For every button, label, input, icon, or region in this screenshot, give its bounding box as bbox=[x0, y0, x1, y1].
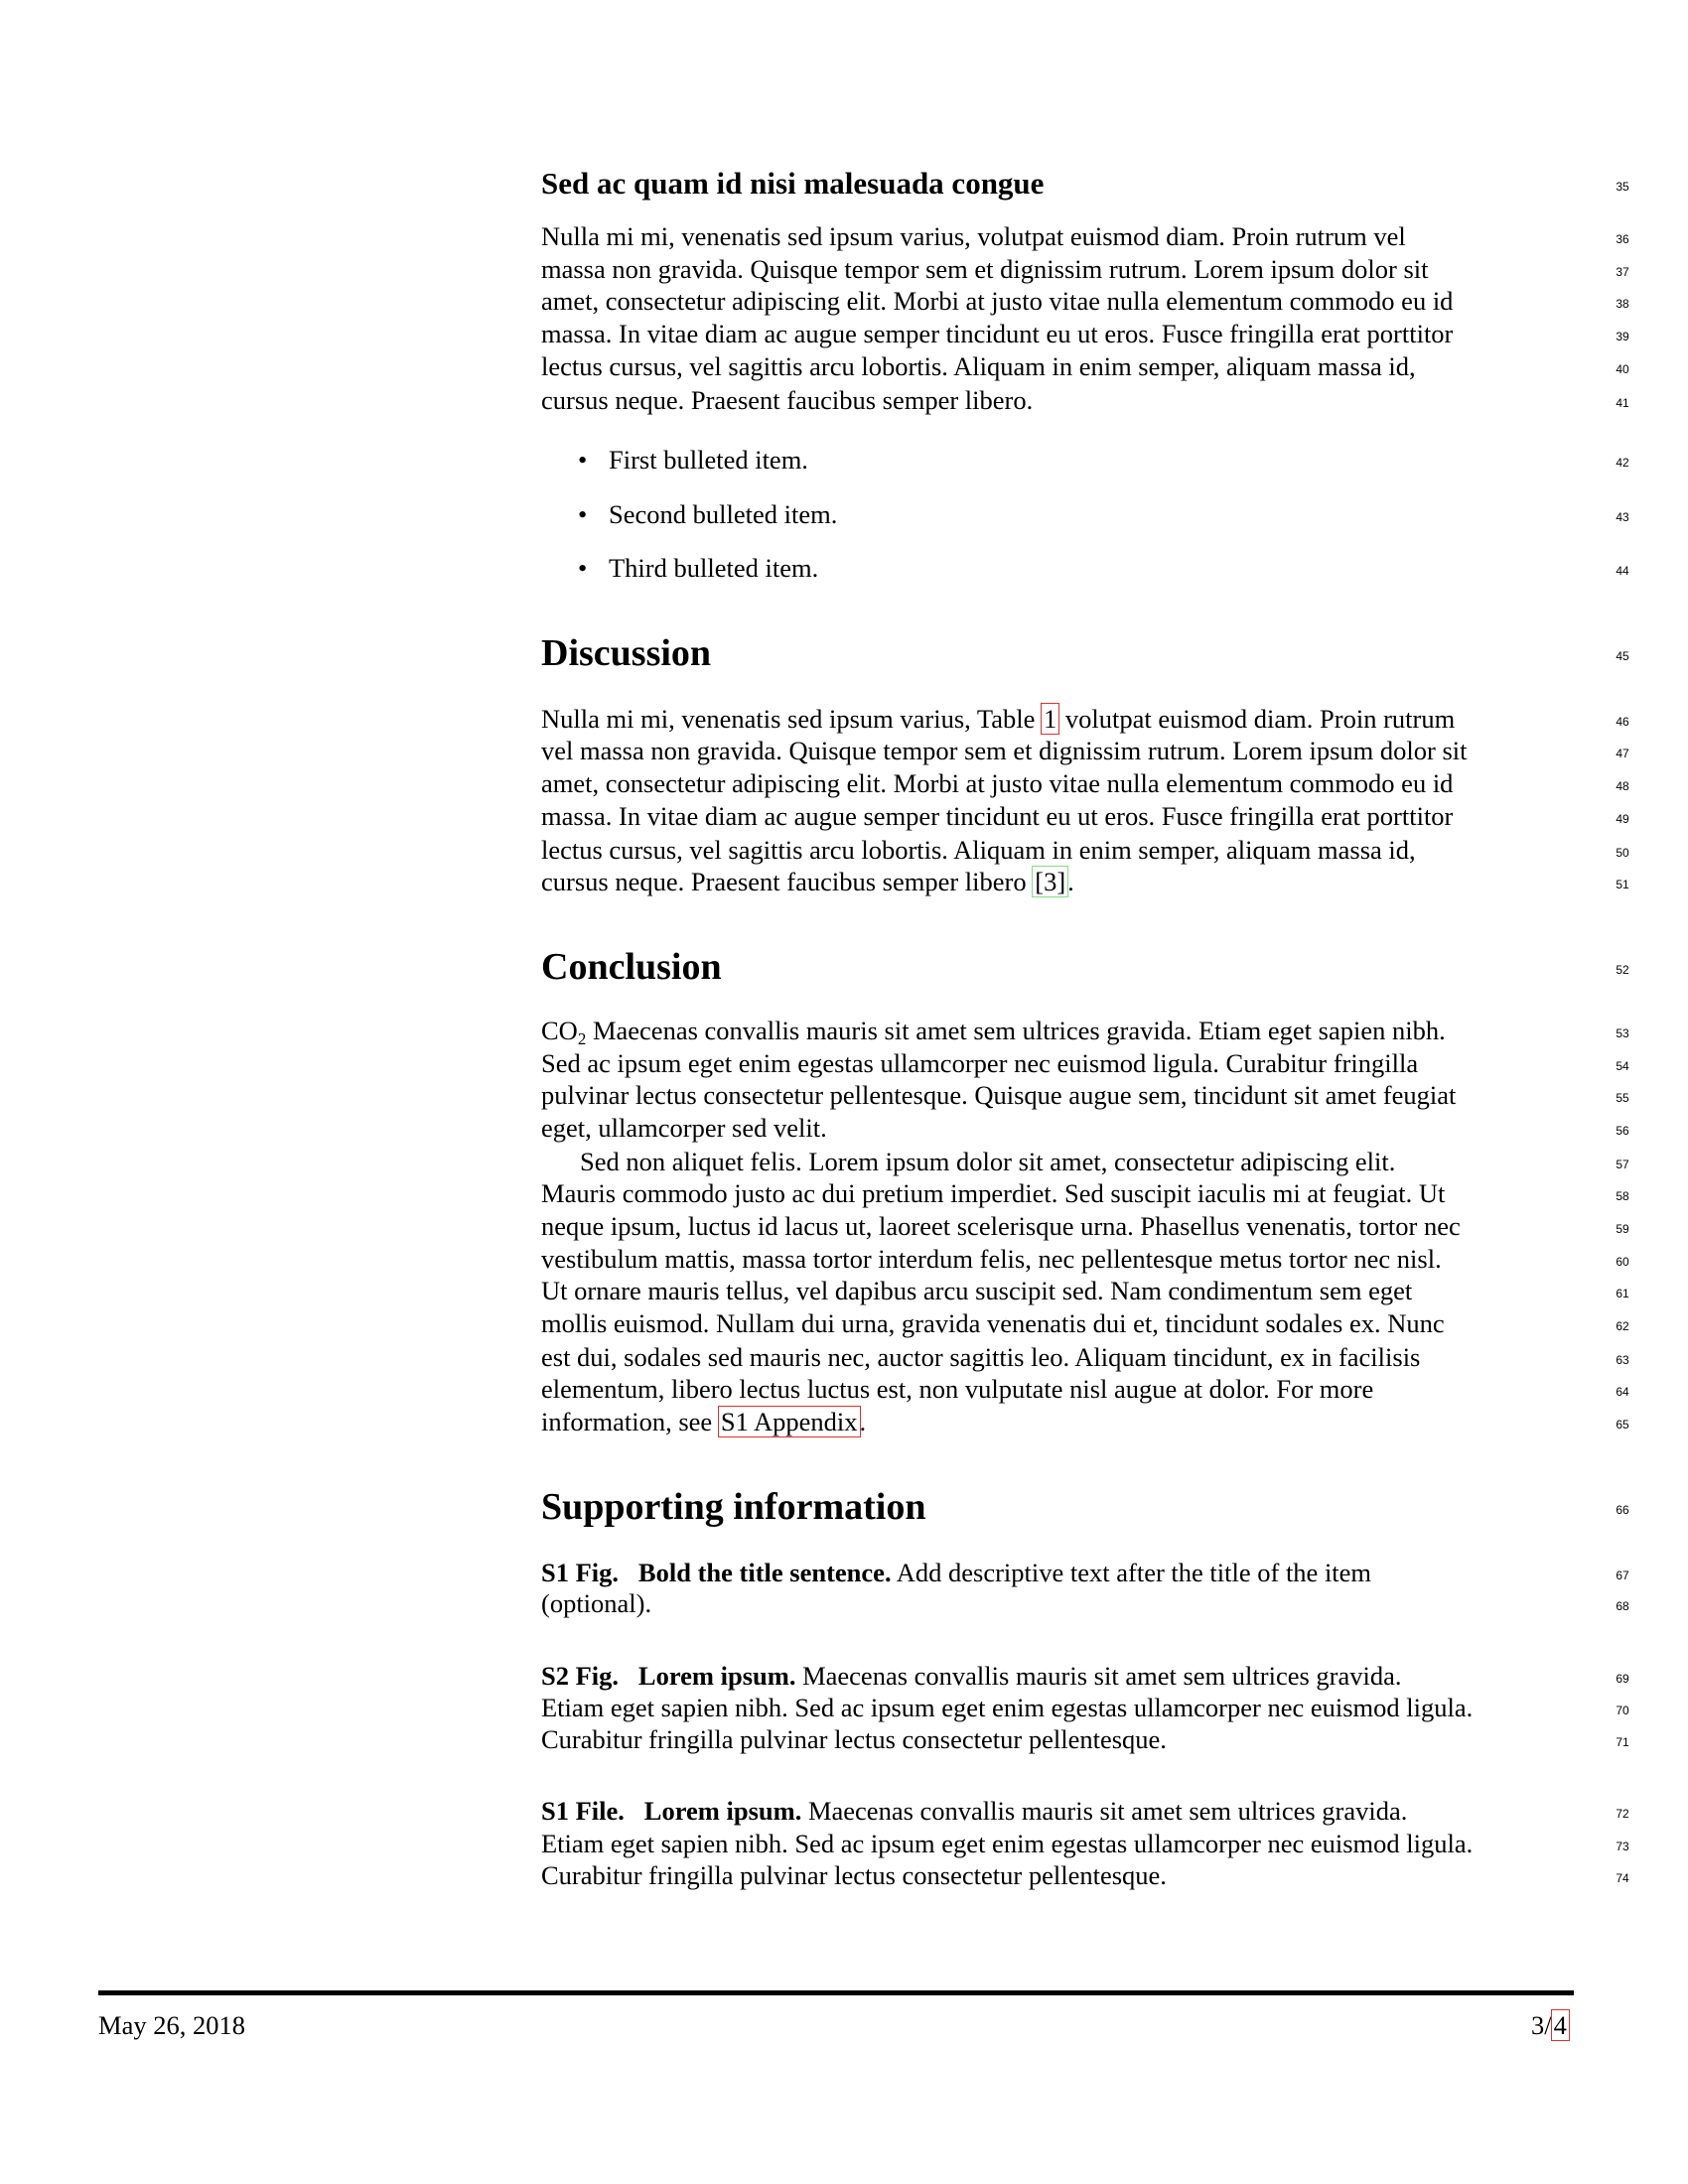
line-number: 71 bbox=[1616, 1735, 1629, 1749]
line-number: 59 bbox=[1616, 1222, 1629, 1236]
text-line bbox=[541, 834, 1416, 867]
line-number: 38 bbox=[1616, 297, 1629, 311]
text-span: information, see bbox=[541, 1406, 719, 1436]
bullet-item bbox=[580, 444, 808, 477]
section-heading bbox=[541, 944, 722, 990]
text-line bbox=[541, 1079, 1456, 1112]
line-number: 55 bbox=[1616, 1091, 1629, 1105]
text-line bbox=[541, 1015, 1446, 1047]
text-span bbox=[619, 1661, 638, 1691]
line-number: 66 bbox=[1616, 1503, 1629, 1517]
text-span: est dui, sodales sed mauris nec, auctor sagittis leo. Aliquam tincidunt, ex in facilisis bbox=[541, 1341, 1421, 1372]
text-line bbox=[541, 1112, 827, 1145]
text-span: Curabitur fringilla pulvinar lectus consectetur pellentesque. bbox=[541, 1723, 1167, 1754]
bold-text: Lorem ipsum. bbox=[643, 1795, 802, 1826]
bold-text: S2 Fig. bbox=[541, 1660, 620, 1691]
text-line bbox=[541, 220, 1406, 253]
text-line bbox=[541, 1859, 1167, 1892]
reference-link[interactable]: 1 bbox=[1044, 703, 1057, 734]
text-span: Sed ac quam id nisi malesuada congue bbox=[541, 166, 1045, 201]
line-number: 60 bbox=[1616, 1255, 1629, 1269]
text-line bbox=[541, 1275, 1412, 1307]
text-line bbox=[541, 350, 1416, 383]
bullet-icon: • bbox=[578, 444, 588, 475]
text-line bbox=[541, 1828, 1473, 1860]
bullet-item bbox=[580, 552, 818, 585]
text-line bbox=[541, 1177, 1445, 1210]
line-number: 68 bbox=[1616, 1599, 1629, 1613]
text-span: Discussion bbox=[541, 632, 712, 674]
text-span bbox=[619, 1558, 638, 1587]
line-number: 73 bbox=[1616, 1840, 1629, 1853]
text-span: (optional). bbox=[541, 1587, 652, 1618]
section-heading bbox=[541, 164, 1044, 204]
section-heading bbox=[541, 1484, 925, 1530]
line-number: 67 bbox=[1616, 1569, 1629, 1582]
text-line bbox=[541, 1210, 1461, 1243]
bullet-text bbox=[609, 499, 837, 529]
line-number: 72 bbox=[1616, 1807, 1629, 1821]
text-span: Nulla mi mi, venenatis sed ipsum varius, Table bbox=[541, 703, 1043, 734]
text-span: amet, consectetur adipiscing elit. Morbi at justo vitae nulla elementum commodo eu id bbox=[541, 767, 1454, 798]
text-span: amet, consectetur adipiscing elit. Morbi at justo vitae nulla elementum commodo eu id bbox=[541, 285, 1454, 316]
line-number: 46 bbox=[1616, 715, 1629, 729]
bullet-text bbox=[609, 445, 808, 475]
text-line bbox=[541, 318, 1453, 350]
text-span: . bbox=[859, 1406, 867, 1436]
line-number: 56 bbox=[1616, 1124, 1629, 1138]
line-number: 61 bbox=[1616, 1287, 1629, 1300]
line-number: 48 bbox=[1616, 779, 1629, 793]
footer-page-number bbox=[1531, 2010, 1569, 2041]
line-number: 37 bbox=[1616, 265, 1629, 279]
text-span: Conclusion bbox=[541, 946, 722, 988]
line-number: 53 bbox=[1616, 1026, 1629, 1040]
text-line bbox=[541, 1723, 1167, 1756]
text-span: massa. In vitae diam ac augue semper tincidunt eu ut eros. Fusce fringilla erat porttitor bbox=[541, 318, 1454, 348]
text-line bbox=[541, 735, 1468, 767]
line-number: 62 bbox=[1616, 1319, 1629, 1333]
bold-text: S1 Fig. bbox=[541, 1557, 620, 1587]
text-span: neque ipsum, luctus id lacus ut, laoreet scelerisque urna. Phasellus venenatis, tortor nec bbox=[541, 1210, 1461, 1241]
line-number: 65 bbox=[1616, 1418, 1629, 1432]
text-span: Ut ornare mauris tellus, vel dapibus arcu suscipit sed. Nam condimentum sem eget bbox=[541, 1275, 1413, 1305]
current-page: 3 bbox=[1531, 2010, 1545, 2040]
text-line bbox=[541, 1047, 1418, 1080]
text-line bbox=[541, 1307, 1445, 1340]
text-span: Supporting information bbox=[541, 1486, 926, 1528]
text-line bbox=[541, 1795, 1407, 1828]
line-number: 45 bbox=[1616, 649, 1629, 663]
line-number: 35 bbox=[1616, 180, 1629, 194]
subscript: 2 bbox=[577, 1028, 587, 1048]
text-line bbox=[541, 1587, 651, 1620]
line-number: 58 bbox=[1616, 1189, 1629, 1203]
line-number: 69 bbox=[1616, 1672, 1629, 1686]
text-span: cursus neque. Praesent faucibus semper libero bbox=[541, 866, 1034, 896]
text-line bbox=[541, 866, 1074, 898]
total-pages-link[interactable]: 4 bbox=[1553, 2010, 1567, 2040]
text-line bbox=[541, 1373, 1373, 1406]
text-span: Maecenas convallis mauris sit amet sem ultrices gravida. bbox=[795, 1660, 1402, 1691]
text-line bbox=[541, 1406, 866, 1438]
text-span: Etiam eget sapien nibh. Sed ac ipsum eget enim egestas ullamcorper nec euismod ligula. bbox=[541, 1692, 1474, 1722]
bullet-item bbox=[580, 498, 837, 531]
text-line bbox=[541, 253, 1429, 286]
line-number: 51 bbox=[1616, 878, 1629, 891]
line-number: 63 bbox=[1616, 1353, 1629, 1367]
line-number: 57 bbox=[1616, 1158, 1629, 1171]
text-line bbox=[541, 285, 1453, 318]
text-span: volutpat euismod diam. Proin rutrum bbox=[1058, 703, 1456, 734]
line-number: 49 bbox=[1616, 812, 1629, 826]
line-number: 36 bbox=[1616, 232, 1629, 246]
text-line bbox=[541, 800, 1453, 833]
line-number: 47 bbox=[1616, 747, 1629, 760]
text-span: Maecenas convallis mauris sit amet sem ultrices gravida. Etiam eget sapien nibh. bbox=[586, 1015, 1446, 1045]
line-number: 39 bbox=[1616, 330, 1629, 343]
line-number: 50 bbox=[1616, 846, 1629, 860]
text-span: lectus cursus, vel sagittis arcu lobortis. Aliquam in enim semper, aliquam massa id, bbox=[541, 834, 1416, 865]
text-span: eget, ullamcorper sed velit. bbox=[541, 1112, 827, 1143]
text-span: Add descriptive text after the title of the item bbox=[891, 1557, 1372, 1587]
line-number: 40 bbox=[1616, 362, 1629, 376]
text-span: vel massa non gravida. Quisque tempor sem et dignissim rutrum. Lorem ipsum dolor sit bbox=[541, 735, 1468, 765]
bold-text: Lorem ipsum. bbox=[637, 1660, 796, 1691]
bold-text: S1 File. bbox=[541, 1795, 625, 1826]
text-span: CO bbox=[541, 1015, 578, 1045]
bullet-icon: • bbox=[578, 498, 588, 529]
text-span: mollis euismod. Nullam dui urna, gravida venenatis dui et, tincidunt sodales ex. Nunc bbox=[541, 1307, 1445, 1338]
text-line bbox=[541, 1557, 1371, 1589]
text-span: cursus neque. Praesent faucibus semper libero. bbox=[541, 384, 1034, 415]
text-span: First bulleted item. bbox=[609, 444, 808, 475]
text-span: elementum, libero lectus luctus est, non vulputate nisl augue at dolor. For more bbox=[541, 1373, 1374, 1404]
bold-text: Bold the title sentence. bbox=[637, 1557, 892, 1587]
text-line bbox=[541, 1660, 1402, 1693]
reference-link[interactable]: S1 Appendix bbox=[720, 1406, 858, 1436]
text-span: Etiam eget sapien nibh. Sed ac ipsum eget enim egestas ullamcorper nec euismod ligula. bbox=[541, 1828, 1474, 1858]
text-line bbox=[541, 1146, 1395, 1178]
line-number: 64 bbox=[1616, 1385, 1629, 1399]
text-span: Curabitur fringilla pulvinar lectus consectetur pellentesque. bbox=[541, 1859, 1167, 1890]
text-span bbox=[625, 1796, 644, 1826]
text-span: Second bulleted item. bbox=[609, 498, 838, 529]
text-span: . bbox=[1067, 866, 1074, 896]
text-span: massa non gravida. Quisque tempor sem et dignissim rutrum. Lorem ipsum dolor sit bbox=[541, 253, 1429, 284]
text-span: Maecenas convallis mauris sit amet sem ultrices gravida. bbox=[801, 1795, 1408, 1826]
line-number: 70 bbox=[1616, 1704, 1629, 1717]
text-span: Mauris commodo justo ac dui pretium imperdiet. Sed suscipit iaculis mi at feugiat. Ut bbox=[541, 1177, 1446, 1208]
text-span: Sed non aliquet felis. Lorem ipsum dolor sit amet, consectetur adipiscing elit. bbox=[580, 1146, 1396, 1176]
bullet-text bbox=[609, 553, 818, 583]
page-separator: / bbox=[1544, 2010, 1552, 2040]
line-number: 52 bbox=[1616, 963, 1629, 977]
bullet-icon: • bbox=[578, 552, 588, 583]
line-number: 43 bbox=[1616, 510, 1629, 524]
reference-link[interactable]: [3] bbox=[1035, 866, 1066, 896]
text-span: Nulla mi mi, venenatis sed ipsum varius, volutpat euismod diam. Proin rutrum vel bbox=[541, 220, 1406, 251]
line-number: 44 bbox=[1616, 564, 1629, 578]
line-number: 54 bbox=[1616, 1059, 1629, 1073]
text-span: massa. In vitae diam ac augue semper tincidunt eu ut eros. Fusce fringilla erat porttitor bbox=[541, 800, 1454, 831]
footer-rule bbox=[98, 1990, 1574, 1995]
text-span: lectus cursus, vel sagittis arcu lobortis. Aliquam in enim semper, aliquam massa id, bbox=[541, 350, 1416, 381]
text-line bbox=[541, 767, 1453, 800]
text-span: vestibulum mattis, massa tortor interdum felis, nec pellentesque metus tortor nec nisl. bbox=[541, 1243, 1442, 1274]
footer-date: May 26, 2018 bbox=[98, 2010, 245, 2040]
text-span: Third bulleted item. bbox=[609, 552, 819, 583]
text-span: pulvinar lectus consectetur pellentesque. Quisque augue sem, tincidunt sit amet feugiat bbox=[541, 1079, 1457, 1110]
line-number: 42 bbox=[1616, 456, 1629, 470]
section-heading bbox=[541, 630, 711, 676]
line-number: 41 bbox=[1616, 396, 1629, 410]
text-line bbox=[541, 1692, 1473, 1724]
text-line bbox=[541, 1341, 1420, 1374]
text-line bbox=[541, 384, 1033, 417]
text-line bbox=[541, 703, 1455, 736]
text-span: Sed ac ipsum eget enim egestas ullamcorper nec euismod ligula. Curabitur fringilla bbox=[541, 1047, 1419, 1078]
text-line bbox=[541, 1243, 1442, 1276]
line-number: 74 bbox=[1616, 1871, 1629, 1885]
